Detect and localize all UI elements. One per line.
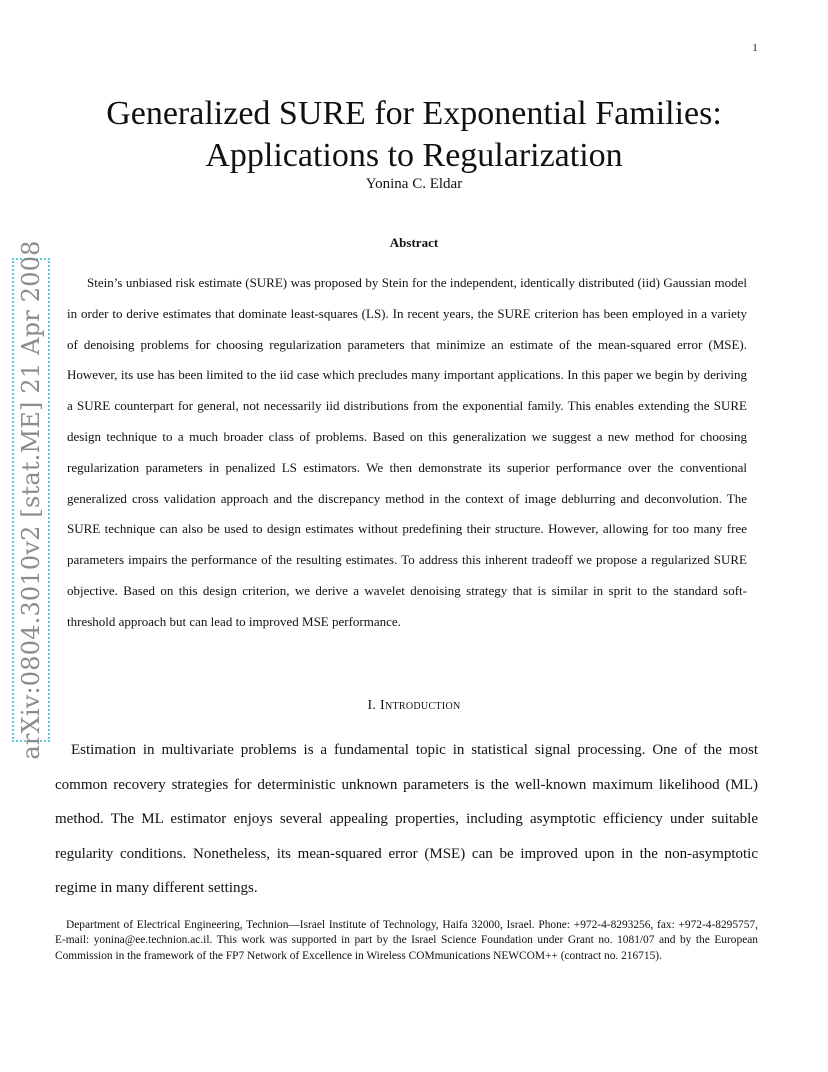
introduction-text: Estimation in multivariate problems is a fundamental topic in statistical signal processing. One of the most common recovery strategies for deterministic unknown parameters is the well-known maximum likelihood (ML) method. The ML estimator enjoys several appealing properties, including asymptotic efficiency under suitable regularity conditions. Nonetheless, its mean-squared error (MSE) can be improved upon in the non-asymptotic regime in many different settings.: [55, 742, 758, 897]
section-heading-introduction: I. Introduction: [367, 698, 461, 713]
abstract-text: Stein’s unbiased risk estimate (SURE) was proposed by Stein for the independent, identically distributed (iid) Gaussian model in order to derive estimates that dominate least-squares (LS). In recent years, the SURE criterion has been employed in a variety of denoising problems for choosing regularization parameters that minimize an estimate of the mean-squared error (MSE). However, its use has been limited to the iid case which precludes many important applications. In this paper we begin by deriving a SURE counterpart for general, not necessarily iid distributions from the exponential family. This enables extending the SURE design technique to a much broader class of problems. Based on this generalization we suggest a new method for choosing regularization parameters in penalized LS estimators. We then demonstrate its superior performance over the conventional generalized cross validation approach and the discrepancy method in the context of image deblurring and deconvolution. The SURE technique can also be used to design estimates without predefining their structure. However, allowing for too many free parameters impairs the performance of the resulting estimates. To address this inherent tradeoff we propose a regularized SURE objective. Based on this design criterion, we derive a wavelet denoising strategy that is similar in sprit to the standard soft-threshold approach but can lead to improved MSE performance.: [67, 275, 747, 629]
title-line-2: Applications to Regularization: [205, 136, 623, 174]
arxiv-stamp: [12, 240, 50, 760]
abstract-heading: Abstract: [389, 235, 439, 250]
paper-title: [60, 93, 768, 177]
page-number: 1: [752, 42, 758, 54]
title-line-1: Generalized SURE for Exponential Families:: [106, 94, 722, 132]
author: Yonina C. Eldar: [365, 176, 463, 192]
footnote: Department of Electrical Engineering, Technion—Israel Institute of Technology, Haifa 32000, Israel. Phone: +972-4-8293256, fax: +972-4-8295757, E-mail: yonina@ee.technion.ac.il. This work was supported in part by the Israel Science Foundation under Grant no. 1081/07 and by the European Commission in the framework of the FP7 Network of Excellence in Wireless COMmunications NEWCOM++ (contract no. 216715).: [55, 919, 758, 962]
arxiv-identifier: arXiv:0804.3010v2 [stat.ME] 21 Apr 2008: [17, 240, 45, 760]
